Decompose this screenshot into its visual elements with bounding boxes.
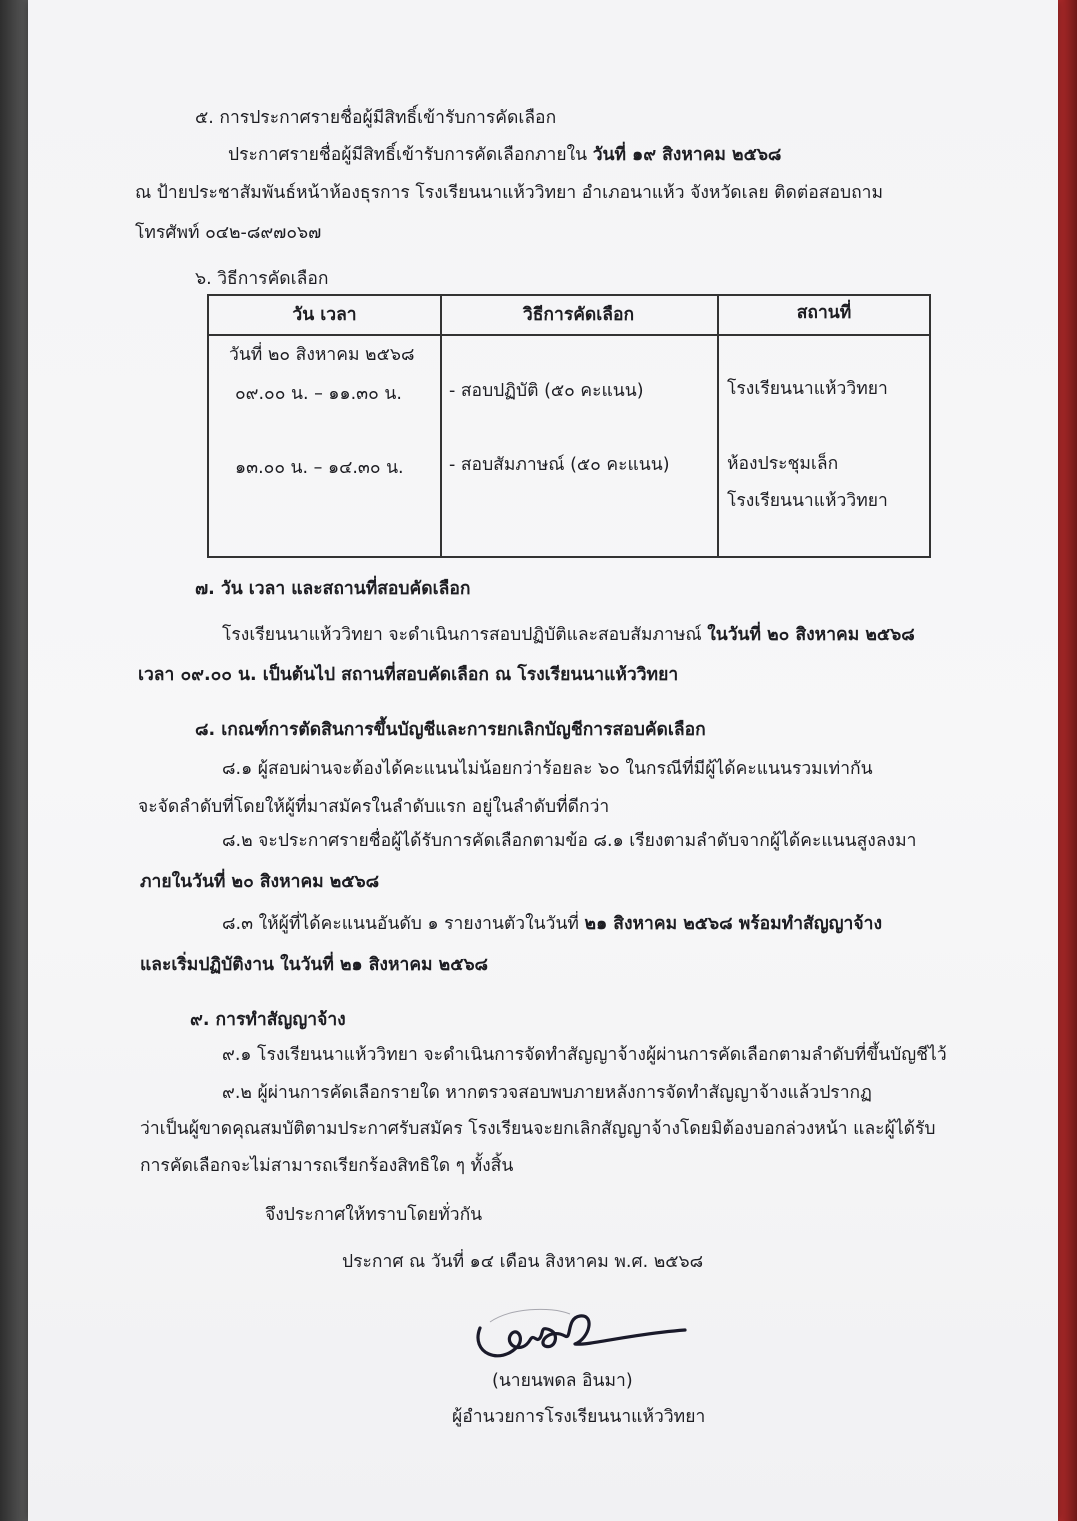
section-9-1: ๙.๑ โรงเรียนนาแห้ววิทยา จะดำเนินการจัดทำสัญญาจ้างผู้ผ่านการคัดเลือกตามลำดับที่ขึ้นบัญชีไว้ bbox=[222, 1045, 947, 1065]
section-8-1-line1: ๘.๑ ผู้สอบผ่านจะต้องได้คะแนนไม่น้อยกว่าร้อยละ ๖๐ ในกรณีที่มีผู้ได้คะแนนรวมเท่ากัน bbox=[222, 759, 873, 779]
table-date: วันที่ ๒๐ สิงหาคม ๒๕๖๘ bbox=[229, 345, 415, 365]
section-7-text-a: โรงเรียนนาแห้ววิทยา จะดำเนินการสอบปฏิบัติและสอบสัมภาษณ์ bbox=[222, 625, 702, 645]
director-name: (นายนพดล อินมา) bbox=[492, 1371, 633, 1391]
table-row-place: โรงเรียนนาแห้ววิทยา bbox=[727, 379, 888, 399]
section-5-date: วันที่ ๑๙ สิงหาคม ๒๕๖๘ bbox=[592, 145, 782, 165]
section-8-2-line2: ภายในวันที่ ๒๐ สิงหาคม ๒๕๖๘ bbox=[140, 872, 380, 892]
table-header-datetime: วัน เวลา bbox=[292, 305, 357, 325]
section-7-date: ในวันที่ ๒๐ สิงหาคม ๒๕๖๘ bbox=[707, 625, 915, 645]
section-9-2-line3: การคัดเลือกจะไม่สามารถเรียกร้องสิทธิใด ๆ ทั้งสิ้น bbox=[140, 1156, 514, 1176]
section-7-heading bbox=[195, 577, 470, 601]
section-8-3-line2: และเริ่มปฏิบัติงาน ในวันที่ ๒๑ สิงหาคม ๒๕๖๘ bbox=[140, 955, 489, 975]
table-header-divider bbox=[209, 334, 929, 336]
director-signature bbox=[470, 1288, 700, 1368]
section-9-2-line1: ๙.๒ ผู้ผ่านการคัดเลือกรายใด หากตรวจสอบพบภายหลังการจัดทำสัญญาจ้างแล้วปรากฏ bbox=[222, 1083, 872, 1103]
director-position: ผู้อำนวยการโรงเรียนนาแห้ววิทยา bbox=[452, 1407, 706, 1427]
section-8-3-text: ๘.๓ ให้ผู้ที่ได้คะแนนอันดับ ๑ รายงานตัวในวันที่ bbox=[222, 914, 579, 934]
announcement-date: ประกาศ ณ วันที่ ๑๔ เดือน สิงหาคม พ.ศ. ๒๕๖๘ bbox=[342, 1252, 704, 1272]
table-row-place: ห้องประชุมเล็ก bbox=[727, 454, 839, 474]
table-row-method: - สอบสัมภาษณ์ (๕๐ คะแนน) bbox=[449, 455, 670, 475]
section-8-3-line1 bbox=[222, 912, 882, 936]
table-header-place: สถานที่ bbox=[796, 303, 852, 323]
section-7-heading-text: ๗. วัน เวลา และสถานที่สอบคัดเลือก bbox=[195, 579, 471, 599]
section-9-heading: ๙. การทำสัญญาจ้าง bbox=[190, 1010, 346, 1030]
section-8-2-line1: ๘.๒ จะประกาศรายชื่อผู้ได้รับการคัดเลือกตามข้อ ๘.๑ เรียงตามลำดับจากผู้ได้คะแนนสูงลงมา bbox=[222, 831, 917, 851]
section-9-2-line2: ว่าเป็นผู้ขาดคุณสมบัติตามประกาศรับสมัคร โรงเรียนจะยกเลิกสัญญาจ้างโดยมิต้องบอกล่วงหน้า และผู้ได้รับ bbox=[140, 1119, 936, 1139]
section-8-3-date: ๒๑ สิงหาคม ๒๕๖๘ พร้อมทำสัญญาจ้าง bbox=[584, 914, 882, 934]
section-5-text bbox=[228, 143, 781, 167]
closing-announcement: จึงประกาศให้ทราบโดยทั่วกัน bbox=[265, 1205, 483, 1225]
section-5-heading: ๕. การประกาศรายชื่อผู้มีสิทธิ์เข้ารับการคัดเลือก bbox=[195, 108, 557, 128]
table-row-place-line2: โรงเรียนนาแห้ววิทยา bbox=[727, 491, 888, 511]
section-8-heading: ๘. เกณฑ์การตัดสินการขึ้นบัญชีและการยกเลิกบัญชีการสอบคัดเลือก bbox=[195, 720, 706, 740]
section-5-text-a: ประกาศรายชื่อผู้มีสิทธิ์เข้ารับการคัดเลือกภายใน bbox=[228, 145, 588, 165]
section-8-1-line2: จะจัดลำดับที่โดยให้ผู้ที่มาสมัครในลำดับแรก อยู่ในลำดับที่ดีกว่า bbox=[138, 797, 610, 817]
section-6-heading: ๖. วิธีการคัดเลือก bbox=[195, 269, 329, 289]
table-row-method: - สอบปฏิบัติ (๕๐ คะแนน) bbox=[449, 381, 644, 401]
selection-schedule-table bbox=[207, 294, 931, 558]
section-5-phone: โทรศัพท์ ๐๔๒-๘๙๗๐๖๗ bbox=[135, 223, 322, 243]
table-header-method: วิธีการคัดเลือก bbox=[522, 305, 635, 325]
table-row-time: ๑๓.๐๐ น. – ๑๔.๓๐ น. bbox=[235, 458, 404, 478]
table-row-time: ๐๙.๐๐ น. – ๑๑.๓๐ น. bbox=[235, 384, 402, 404]
section-7-time-place: เวลา ๐๙.๐๐ น. เป็นต้นไป สถานที่สอบคัดเลือก ณ โรงเรียนนาแห้ววิทยา bbox=[138, 665, 679, 685]
section-7-text bbox=[222, 623, 915, 647]
section-5-location: ณ ป้ายประชาสัมพันธ์หน้าห้องธุรการ โรงเรียนนาแห้ววิทยา อำเภอนาแห้ว จังหวัดเลย ติดต่อสอบถาม bbox=[135, 183, 884, 203]
